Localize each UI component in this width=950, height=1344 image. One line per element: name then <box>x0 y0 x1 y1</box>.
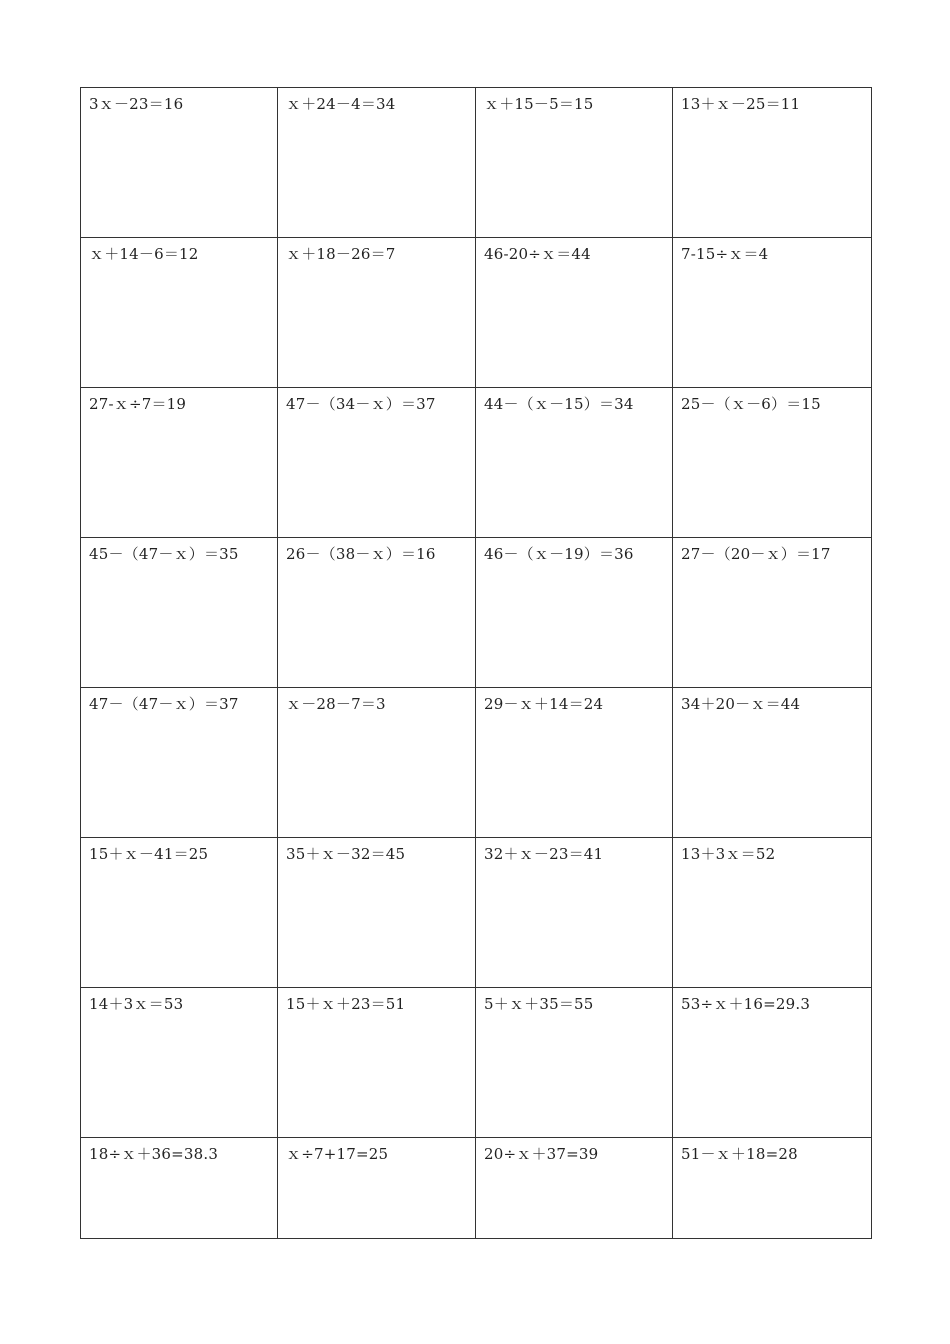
equation-cell: 26－（38－ｘ）＝16 <box>278 538 476 688</box>
equation-cell: 14＋3ｘ＝53 <box>81 988 278 1138</box>
equation-cell: 44－（ｘ－15）＝34 <box>476 388 673 538</box>
worksheet-row-5 <box>81 688 872 838</box>
equation-cell: 25－（ｘ－6）＝15 <box>673 388 872 538</box>
equation-cell: 15＋ｘ－41＝25 <box>81 838 278 988</box>
worksheet-row-1 <box>81 88 872 238</box>
equation-cell: 47－（34－ｘ）＝37 <box>278 388 476 538</box>
equation-cell: 32＋ｘ－23＝41 <box>476 838 673 988</box>
equation-cell: 34＋20－ｘ＝44 <box>673 688 872 838</box>
equation-cell: 15＋ｘ＋23＝51 <box>278 988 476 1138</box>
worksheet-row-3 <box>81 388 872 538</box>
equation-cell: 51－ｘ＋18=28 <box>673 1138 872 1239</box>
equation-cell: ｘ＋24－4＝34 <box>278 88 476 238</box>
equation-cell: 27－（20－ｘ）＝17 <box>673 538 872 688</box>
equation-cell: 3ｘ－23＝16 <box>81 88 278 238</box>
worksheet-row-2 <box>81 238 872 388</box>
equation-cell: 35＋ｘ－32＝45 <box>278 838 476 988</box>
equation-cell: 20÷ｘ＋37=39 <box>476 1138 673 1239</box>
equation-cell: 18÷ｘ＋36=38.3 <box>81 1138 278 1239</box>
equation-cell: 13＋3ｘ＝52 <box>673 838 872 988</box>
equation-cell: ｘ＋15－5＝15 <box>476 88 673 238</box>
equation-worksheet-table <box>80 87 872 1239</box>
equation-cell: 45－（47－ｘ）＝35 <box>81 538 278 688</box>
equation-cell: 5＋ｘ＋35＝55 <box>476 988 673 1138</box>
equation-cell: 46－（ｘ－19）＝36 <box>476 538 673 688</box>
equation-cell: ｘ－28－7＝3 <box>278 688 476 838</box>
equation-cell: 7-15÷ｘ＝4 <box>673 238 872 388</box>
equation-cell: ｘ＋14－6＝12 <box>81 238 278 388</box>
equation-cell: 13＋ｘ－25＝11 <box>673 88 872 238</box>
equation-cell: 29－ｘ＋14＝24 <box>476 688 673 838</box>
equation-cell: ｘ÷7+17=25 <box>278 1138 476 1239</box>
equation-cell: 47－（47－ｘ）＝37 <box>81 688 278 838</box>
worksheet-row-4 <box>81 538 872 688</box>
equation-cell: 46-20÷ｘ＝44 <box>476 238 673 388</box>
equation-cell: 27-ｘ÷7＝19 <box>81 388 278 538</box>
worksheet-row-8 <box>81 1138 872 1239</box>
worksheet-row-7 <box>81 988 872 1138</box>
equation-cell: 53÷ｘ＋16=29.3 <box>673 988 872 1138</box>
equation-cell: ｘ＋18－26＝7 <box>278 238 476 388</box>
worksheet-row-6 <box>81 838 872 988</box>
